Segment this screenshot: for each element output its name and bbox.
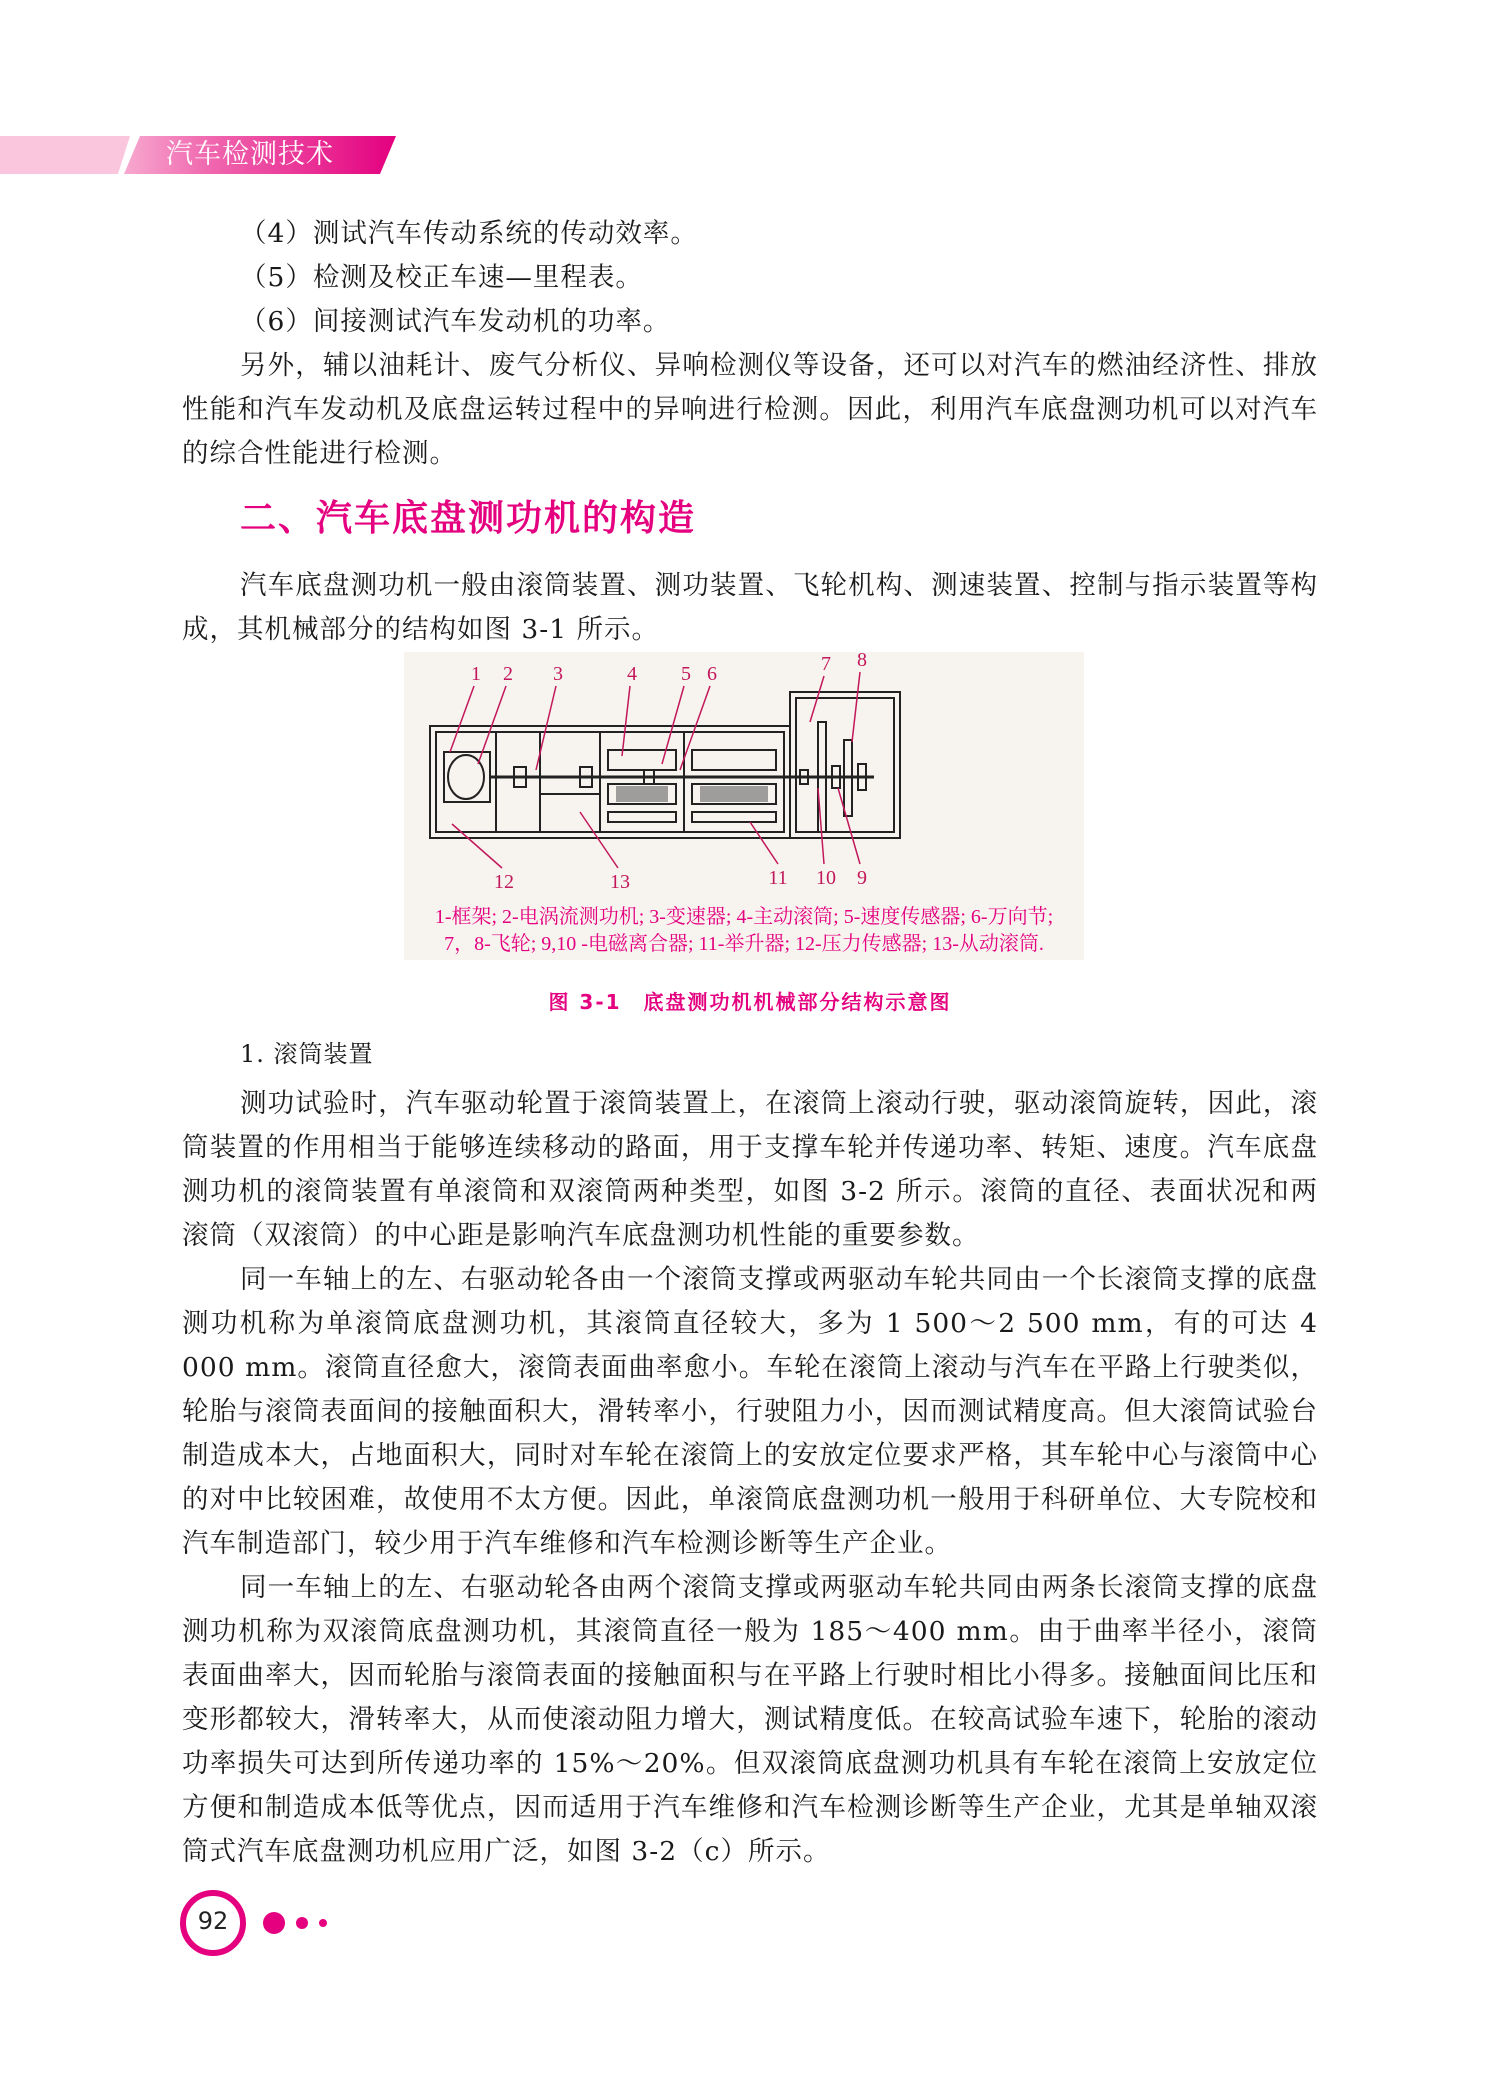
figure-label: 8 [857,652,867,671]
figure-label: 3 [553,663,563,685]
figure-label: 12 [494,871,514,893]
section-paragraph: 汽车底盘测功机一般由滚筒装置、测功装置、飞轮机构、测速装置、控制与指示装置等构成，其机械部分的结构如图 3-1 所示。 [182,570,1318,645]
figure-label: 5 [681,663,691,685]
figure-caption: 图 3-1 底盘测功机机械部分结构示意图 [548,990,952,1014]
body-paragraph: 同一车轴上的左、右驱动轮各由两个滚筒支撑或两驱动车轮共同由两条长滚筒支撑的底盘测功机称为双滚筒底盘测功机，其滚筒直径一般为 185～400 mm。由于曲率半径小，滚筒表面曲率大，因而轮胎与滚筒表面的接触面积与在平路上行驶时相比小得多。接触面间比压和变形都较大，滑转率大，从而使滚动阻力增大，测试精度低。在较高试验车速下，轮胎的滚动功率损失可达到所传递功率的 15%～20%。但双滚筒底盘测功机具有车轮在滚筒上安放定位方便和制造成本低等优点，因而适用于汽车维修和汽车检测诊断等生产企业，尤其是单轴双滚筒式汽车底盘测功机应用广泛，如图 3-2（c）所示。 [182,1572,1318,1867]
intro-item: （5）检测及校正车速—里程表。 [240,262,643,293]
figure-legend-line: 7，8-飞轮; 9,10 -电磁离合器; 11-举升器; 12-压力传感器; 13-从动滚筒. [444,933,1044,955]
intro-paragraph: 另外，辅以油耗计、废气分析仪、异响检测仪等设备，还可以对汽车的燃油经济性、排放性能和汽车发动机及底盘运转过程中的异响进行检测。因此，利用汽车底盘测功机可以对汽车的综合性能进行检测。 [182,350,1318,469]
figure-label: 9 [857,867,867,889]
subsection-block [182,1032,1318,1874]
figure-label: 13 [610,871,630,893]
intro-item: （6）间接测试汽车发动机的功率。 [240,306,671,337]
page-number: 92 [197,1907,229,1935]
figure-label: 11 [768,867,788,889]
figure-label: 6 [707,663,717,685]
figure-label: 4 [627,663,637,685]
section-paragraph-block [182,564,1318,652]
body-paragraph: 测功试验时，汽车驱动轮置于滚筒装置上，在滚筒上滚动行驶，驱动滚筒旋转，因此，滚筒装置的作用相当于能够连续移动的路面，用于支撑车轮并传递功率、转矩、速度。汽车底盘测功机的滚筒装置有单滚筒和双滚筒两种类型，如图 3-2 所示。滚筒的直径、表面状况和两滚筒（双滚筒）的中心距是影响汽车底盘测功机性能的重要参数。 [182,1088,1318,1251]
header-title: 汽车检测技术 [166,139,334,170]
figure-legend-line: 1-框架; 2-电涡流测功机; 3-变速器; 4-主动滚筒; 5-速度传感器; 6-万向节; [434,906,1054,928]
figure-label: 2 [503,663,513,685]
figure-label: 1 [471,663,481,685]
intro-item: （4）测试汽车传动系统的传动效率。 [240,218,698,249]
section-title: 二、汽车底盘测功机的构造 [240,498,697,539]
figure-label: 10 [816,867,836,889]
figure-legend [404,904,1084,958]
figure-label: 7 [821,653,831,675]
body-paragraph: 同一车轴上的左、右驱动轮各由一个滚筒支撑或两驱动车轮共同由一个长滚筒支撑的底盘测功机称为单滚筒底盘测功机，其滚筒直径较大，多为 1 500～2 500 mm，有的可达 4 000 mm。滚筒直径愈大，滚筒表面曲率愈小。车轮在滚筒上滚动与汽车在平路上行驶类似，轮胎与滚筒表面间的接触面积大，滑转率小，行驶阻力小，因而测试精度高。但大滚筒试验台制造成本大，占地面积大，同时对车轮在滚筒上的安放定位要求严格，其车轮中心与滚筒中心的对中比较困难，故使用不太方便。因此，单滚筒底盘测功机一般用于科研单位、大专院校和汽车制造部门，较少用于汽车维修和汽车检测诊断等生产企业。 [182,1264,1318,1559]
subsection-title: 1. 滚筒装置 [240,1040,374,1068]
intro-block [182,212,1318,476]
mechanism-diagram [404,652,1084,902]
